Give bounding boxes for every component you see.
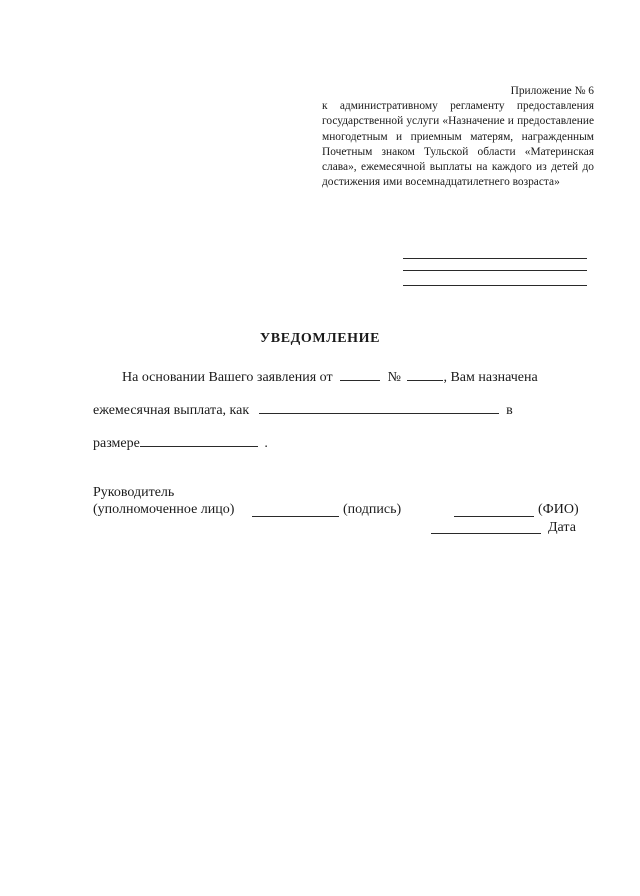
signature-head: Руководитель: [93, 485, 175, 500]
payment-amount-blank: [140, 432, 258, 447]
body-line-3: [93, 432, 268, 453]
signature-name-blank: [454, 502, 534, 517]
application-date-blank: [340, 366, 380, 381]
signature-position-blank: [252, 502, 339, 517]
signature-label: (подпись): [343, 502, 402, 517]
number-sign: №: [387, 370, 401, 385]
line2-start-text: ежемесячная выплата, как: [93, 403, 250, 418]
date-blank: [431, 519, 541, 534]
appendix-block: [322, 84, 594, 190]
addressee-line-2: [403, 270, 587, 271]
name-label: (ФИО): [538, 502, 579, 517]
appendix-text: к административному регламенту предоставления государственной услуги «Назначение и предоставление многодетным и приемным матерям, награжденным Почетным знаком Тульской области «Материнская слава», ежемесячной выплаты на каждого из детей до достижения ими восемнадцатилетнего возраста»: [322, 100, 594, 189]
addressee-line-1: [403, 258, 587, 259]
line3-start-text: размере: [93, 436, 140, 451]
signature-authorized-label: (уполномоченное лицо): [93, 502, 235, 517]
appendix-title: Приложение № 6: [510, 85, 594, 97]
body-line-2: [93, 399, 513, 420]
addressee-line-3: [403, 285, 587, 286]
payment-basis-blank: [259, 399, 499, 414]
line3-end-text: .: [264, 436, 268, 451]
document-title: УВЕДОМЛЕНИЕ: [259, 331, 381, 346]
application-number-blank: [407, 366, 443, 381]
line1-start-text: На основании Вашего заявления от: [122, 370, 333, 385]
date-label: Дата: [548, 520, 576, 535]
body-line-1: [122, 366, 538, 387]
line1-end-text: , Вам назначена: [443, 370, 538, 385]
line2-end-text: в: [506, 403, 513, 418]
